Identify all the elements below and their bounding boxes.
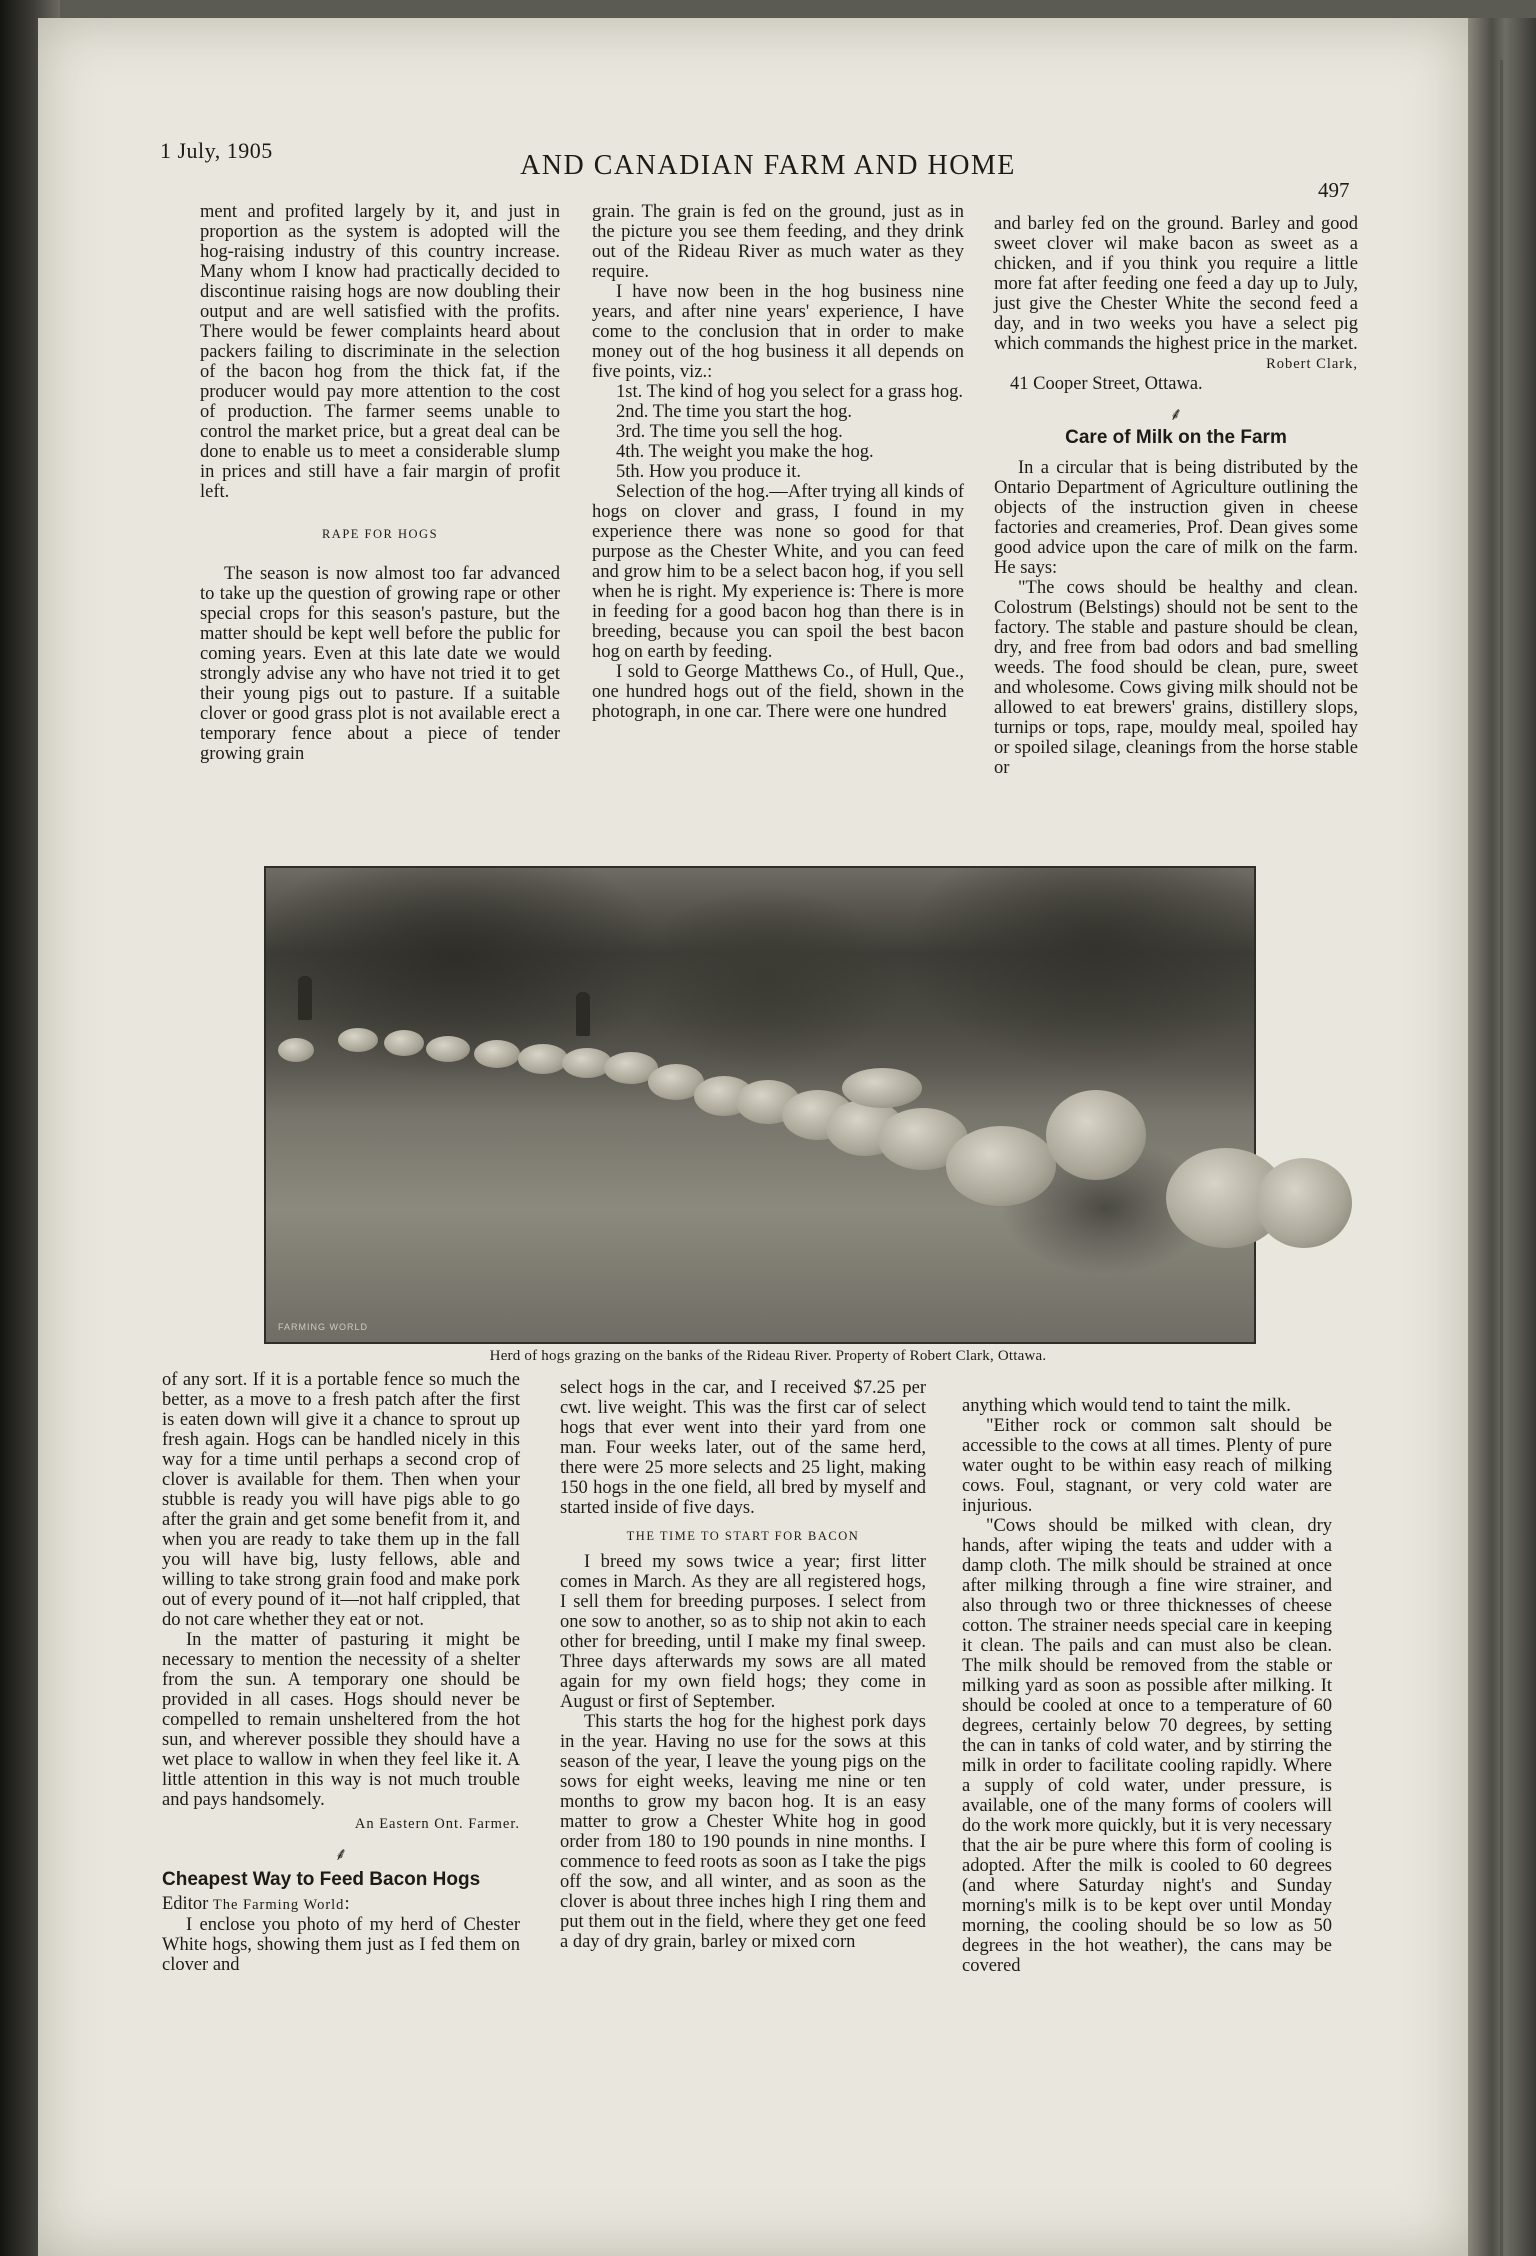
column-1-bottom [162,1370,520,1975]
section-ornament-icon: ⸙ [1169,404,1183,424]
editor-prefix: Editor [162,1894,213,1914]
page-number: 497 [1318,178,1350,202]
farmer-figure [576,992,590,1036]
editor-salutation [162,1894,520,1915]
paragraph: "Cows should be milked with clean, dry hands, after wiping the teats and udder with a damp cloth. The milk should be strained at once after milking through a fine wire strainer, and also through two or three thicknesses of cheese cotton. The strainer needs special care in keeping it clean. The pails and can must also be clean. The milk should be removed from the stable or milking yard as soon as possible after milking. It should be cooled at once to a temperature of 60 degrees, certainly below 70 degrees, by setting the can in tanks of cold water, and by stirring the milk in order to facilitate cooling rapidly. Where a supply of cold water, under pressure, is available, one of the many forms of coolers will do the work more quickly, but it is very necessary that the air be pure where this form of cooling is adopted. After the milk is cooled to 60 degrees (and where Saturday night's and Sunday morning's milk is to be kept over until Monday morning, the cooling should be so low as 50 degrees in the hot weather), the cans may be covered [962,1516,1332,1976]
paragraph: I breed my sows twice a year; first litter comes in March. As they are all registered hogs, I sell them for breeding purposes. I select from one sow to another, so as to ship not akin to each other for breeding, until I make my final sweep. Three days afterwards my sows are all mated again for my own field hogs; they come in August or first of September. [560,1552,926,1712]
paragraph: In the matter of pasturing it might be necessary to mention the necessity of a shelter from the sun. A temporary one should be provided in all cases. Hogs should never be compelled to remain unsheltered from the hot sun, and wherever possible they should have a wet place to wallow in when they feel like it. A little attention in this way is not much trouble and pays handsomely. [162,1630,520,1810]
photo-credit: FARMING WORLD [278,1322,369,1332]
list-item: 1st. The kind of hog you select for a grass hog. [616,382,963,402]
header-date: 1 July, 1905 [160,138,273,163]
paragraph: I sold to George Matthews Co., of Hull, Que., one hundred hogs out of the field, shown in the photograph, in one car. There were one hundred [592,662,964,722]
paragraph: anything which would tend to taint the milk. [962,1396,1291,1416]
signature-eastern-ont-farmer: An Eastern Ont. Farmer. [354,1816,520,1832]
paragraph: select hogs in the car, and I received $7.25 per cwt. live weight. This was the first car of select hogs that ever went into their yard from one man. Four weeks later, out of the same herd, there were 25 more selects and 25 light, making 150 hogs in the one field, all bred by myself and started inside of five days. [560,1378,926,1518]
section-ornament-icon: ⸙ [334,1844,348,1864]
paragraph: This starts the hog for the highest pork days in the year. Having no use for the sows at this season of the year, I leave the young pigs on the sows for eight weeks, leaving me nine or ten months to grow my bacon hog. It is an easy matter to grow a Chester White hog in good order from 180 to 190 pounds in nine months. I commence to feed roots as soon as I take the pigs off the sow, and all winter, and as soon as the clover is about three inches high I ring them and put them out in the field, where they get one feed a day of dry grain, barley or mixed corn [560,1712,926,1952]
paragraph: grain. The grain is fed on the ground, just as in the picture you see them feeding, and they drink out of the Rideau River as much water as they require. [592,202,964,282]
hog [842,1068,922,1108]
farmer-figure [298,976,312,1020]
column-3-top [994,214,1358,778]
hog [474,1040,520,1068]
running-head-title: AND CANADIAN FARM AND HOME [520,150,1016,181]
paragraph: Selection of the hog.—After trying all kinds of hogs on clover and grass, I found in my experience there was none so good for that purpose as the Chester White, and you can feed and grow him to be a select bacon hog, if you sell when he is right. My experience is: There is more in feeding for a good bacon hog than there is in breeding, because you can spoil the best bacon hog on earth by feeding. [592,482,964,662]
paragraph: In a circular that is being distributed by the Ontario Department of Agriculture outlining the objects of the instruction given in cheese factories and creameries, Prof. Dean gives some good advice upon the care of milk on the farm. He says: [994,458,1358,578]
photo-caption: Herd of hogs grazing on the banks of the Rideau River. Property of Robert Clark, Ottawa. [489,1348,1047,1364]
paragraph: The season is now almost too far advanced to take up the question of growing rape or other special crops for this season's pasture, but the matter should be kept well before the public for coming years. Even at this late date we would strongly advise any who have not tried it to get their young pigs out to pasture. If a suitable clover or good grass plot is not available erect a temporary fence about a piece of tender growing grain [200,564,560,764]
paragraph: "Either rock or common salt should be accessible to the cows at all times. Plenty of pure water ought to be within easy reach of milking cows. Foul, stagnant, or very cold water are injurious. [962,1416,1332,1516]
hog [1046,1090,1146,1180]
editor-suffix: : [344,1894,350,1914]
heading-cheapest-way: Cheapest Way to Feed Bacon Hogs [162,1869,481,1890]
editor-publication: The Farming World [212,1897,345,1913]
address: 41 Cooper Street, Ottawa. [1010,374,1203,394]
paragraph: I enclose you photo of my herd of Chester White hogs, showing them just as I fed them on clover and [162,1915,520,1975]
hog [338,1028,378,1052]
hog [518,1044,568,1074]
subheading-time-to-start: THE TIME TO START FOR BACON [626,1529,860,1543]
list-item: 2nd. The time you start the hog. [616,402,853,422]
paragraph: I have now been in the hog business nine years, and after nine years' experience, I have come to the conclusion that in order to make money out of the hog business it all depends on five points, viz.: [592,282,964,382]
herd-photo [264,866,1256,1344]
paragraph: and barley fed on the ground. Barley and good sweet clover wil make bacon as sweet as a chicken, and if you think you require a little more fat after feeding one feed a day up to July, just give the Chester White the second feed a day, and in two weeks you have a select pig which commands the highest price in the market. [994,214,1358,354]
hog [278,1038,314,1062]
hog [1256,1158,1352,1248]
paragraph: ment and profited largely by it, and just in proportion as the system is adopted will the hog-raising industry of this country increase. Many whom I know had practically decided to discontinue raising hogs are now doubling their output and are well satisfied with the profits. There would be fewer complaints heard about packers failing to discriminate in the selection of the bacon hog from the thick fat, if the producer would pay more attention to the cost of production. The farmer seems unable to control the market price, but a great deal can be done to enable us to meet a considerable slump in prices and still have a fair margin of profit left. [200,202,560,502]
column-1-top [200,202,560,764]
hog [384,1030,424,1056]
list-item: 4th. The weight you make the hog. [616,442,874,462]
hog [426,1036,470,1062]
paragraph: of any sort. If it is a portable fence so much the better, as a move to a fresh patch after the first is eaten down will give it a chance to sprout up fresh again. Hogs can be handled nicely in this way for a time until perhaps a second crop of clover is available for them. Then when your stubble is ready you will have pigs able to go after the grain and get some benefit from it, and when you are ready to take them up in the fall you will have big, lusty fellows, able and willing to take strong grain food and make pork out of every pound of it—not half crippled, that do not care whether they eat or not. [162,1370,520,1630]
heading-care-of-milk: Care of Milk on the Farm [1065,427,1287,448]
subheading-rape-for-hogs: RAPE FOR HOGS [321,527,439,541]
binding-line [1500,60,1503,2256]
list-item: 3rd. The time you sell the hog. [616,422,843,442]
hog [946,1126,1056,1206]
column-2-top [592,202,964,722]
list-item: 5th. How you produce it. [616,462,801,482]
paragraph: "The cows should be healthy and clean. Colostrum (Belstings) should not be sent to the factory. The stable and pasture should be clean, dry, and free from bad odors and bad smelling weeds. The food should be clean, pure, sweet and wholesome. Cows giving milk should not be allowed to eat brewers' grains, distillery slops, turnips or tops, rape, mouldy meal, spoiled hay or spoiled silage, cleanings from the horse stable or [994,578,1358,778]
column-2-bottom [560,1378,926,1952]
column-3-bottom [962,1396,1332,1976]
signature-robert-clark: Robert Clark, [1266,356,1358,372]
